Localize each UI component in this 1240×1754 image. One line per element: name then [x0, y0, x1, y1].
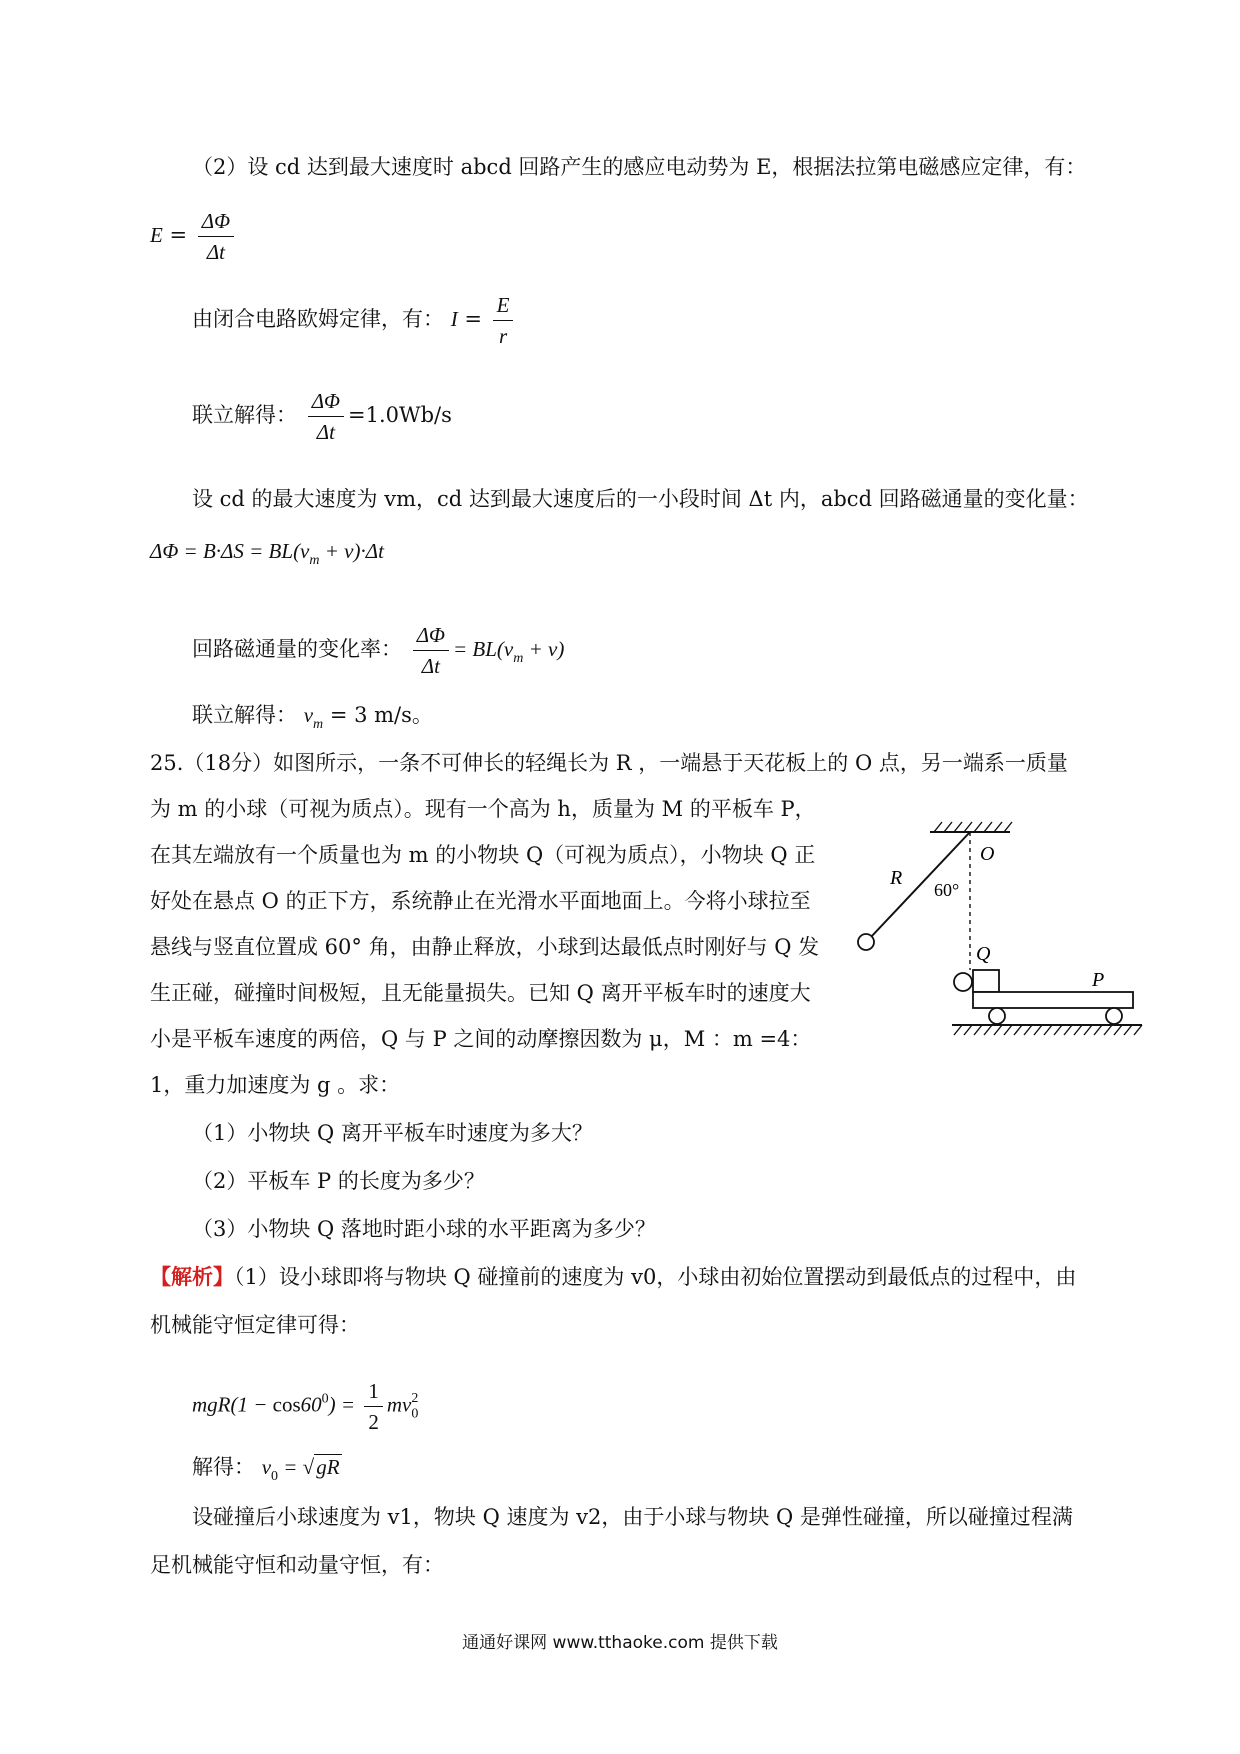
- equation-energy: $mgR(1 - \cos 60^0)$ = $\frac{1}{2}$ $mv_0^2$: [192, 1376, 418, 1437]
- q25-line-2: 为 m 的小球（可视为质点）。现有一个高为 h，质量为 M 的平板车 P，: [150, 797, 816, 821]
- q25-line-8: 1，重力加速度为 g 。求：: [150, 1073, 401, 1097]
- q25-line-7: 小是平板车速度的两倍，Q 与 P 之间的动摩擦因数为 μ，M ：m =4：: [150, 1027, 812, 1051]
- q25-subquestion-3: （3）小物块 Q 落地时距小球的水平距离为多少？: [192, 1217, 656, 1241]
- q25-line-4: 好处在悬点 O 的正下方，系统静止在光滑水平面地面上。今将小球拉至: [150, 889, 811, 913]
- q25-line-3: 在其左端放有一个质量也为 m 的小物块 Q（可视为质点），小物块 Q 正: [150, 843, 816, 867]
- label-q: Q: [976, 943, 991, 965]
- q25-line-6: 生正碰，碰撞时间极短，且无能量损失。已知 Q 离开平板车时的速度大: [150, 981, 811, 1005]
- label-p: P: [1092, 969, 1105, 991]
- page-footer: 通通好课网 www.tthaoke.com 提供下载: [462, 1633, 778, 1653]
- equation-emf: E = $\frac{\Delta\Phi}{\Delta t}$: [150, 206, 238, 267]
- equation-flux-rate: 回路磁通量的变化率： $\frac{\Delta\Phi}{\Delta t}$ = $BL(v_m + v)$: [192, 620, 564, 681]
- analysis-line-3: 设碰撞后小球速度为 v1，物块 Q 速度为 v2，由于小球与物块 Q 是弹性碰撞，所以碰撞过程满: [192, 1505, 1073, 1529]
- equation-solve-flux-rate: 联立解得： $\frac{\Delta\Phi}{\Delta t}$ =1.0Wb/s: [192, 386, 452, 447]
- label-o: O: [980, 843, 995, 865]
- equation-vm-result: 联立解得： $v_m = 3$ m/s。: [192, 703, 433, 732]
- label-r: R: [890, 867, 903, 889]
- equation-v0: 解得： $v_0 = √gR$: [192, 1455, 340, 1484]
- pendulum-ball: [858, 934, 874, 950]
- q25-line-5: 悬线与竖直位置成 60° 角，由静止释放，小球到达最低点时刚好与 Q 发: [150, 935, 820, 959]
- analysis-tag: 【解析】: [150, 1264, 234, 1289]
- label-angle: 60°: [934, 880, 960, 900]
- q25-subquestion-2: （2）平板车 P 的长度为多少？: [192, 1169, 485, 1193]
- q25-subquestion-1: （1）小物块 Q 离开平板车时速度为多大？: [192, 1121, 593, 1145]
- analysis-line-4: 足机械能守恒和动量守恒，有：: [150, 1553, 444, 1577]
- vm-definition-text: 设 cd 的最大速度为 vm，cd 达到最大速度后的一小段时间 Δt 内，abcd 回路磁通量的变化量：: [192, 487, 1089, 511]
- q25-line-1: 25.（18分）如图所示，一条不可伸长的轻绳长为 R ，一端悬于天花板上的 O 点，另一端系一质量: [150, 751, 1068, 775]
- pendulum-cart-figure: [840, 820, 1180, 1050]
- equation-ohm: 由闭合电路欧姆定律，有： I = $\frac{E}{r}$: [192, 290, 517, 351]
- ball-lowest-position: [954, 973, 972, 991]
- equation-flux-change: $\Delta\Phi = B\cdot\Delta S = BL(v_m + v)\cdot\Delta t$: [150, 539, 384, 568]
- cart-p: [973, 992, 1133, 1008]
- analysis-line-1: 【解析】（1）设小球即将与物块 Q 碰撞前的速度为 v0，小球由初始位置摆动到最低点的过程中，由: [150, 1264, 1077, 1289]
- part2-intro: （2）设 cd 达到最大速度时 abcd 回路产生的感应电动势为 E，根据法拉第电磁感应定律，有：: [192, 155, 1087, 179]
- block-q: [973, 970, 999, 992]
- analysis-line-2: 机械能守恒定律可得：: [150, 1313, 360, 1337]
